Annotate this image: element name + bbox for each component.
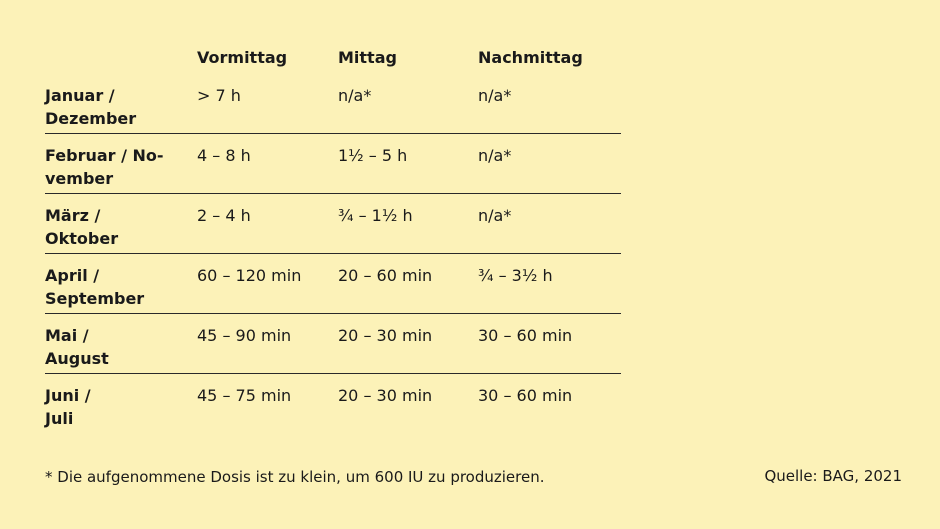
row-label [45, 144, 185, 190]
cell-vormittag: 45 – 75 min [197, 386, 292, 405]
row-label-line2: Juli [45, 409, 74, 428]
table-row [45, 314, 621, 374]
table-row [45, 194, 621, 254]
source-credit: Quelle: BAG, 2021 [764, 467, 902, 485]
row-label-line1: März / [45, 206, 101, 225]
row-label [45, 264, 185, 310]
table-row [45, 134, 621, 194]
row-label [45, 84, 185, 130]
footnote: * Die aufgenommene Dosis ist zu klein, um 600 IU zu produzieren. [45, 468, 545, 486]
table-header [45, 44, 621, 74]
row-label-line1: Januar / [45, 86, 115, 105]
table-row [45, 374, 621, 434]
row-label-line1: Juni / [45, 386, 91, 405]
row-label-line1: Mai / [45, 326, 89, 345]
cell-vormittag: 4 – 8 h [197, 146, 251, 165]
cell-mittag: 1½ – 5 h [338, 146, 408, 165]
row-label-line2: Dezember [45, 109, 137, 128]
row-label-line2: August [45, 349, 109, 368]
row-label [45, 204, 185, 250]
cell-vormittag: 45 – 90 min [197, 326, 292, 345]
sun-exposure-table [45, 44, 621, 434]
cell-nachmittag: 30 – 60 min [478, 326, 573, 345]
row-label [45, 324, 185, 370]
row-label [45, 384, 185, 430]
header-mittag: Mittag [338, 48, 397, 67]
cell-vormittag: 60 – 120 min [197, 266, 302, 285]
table-row [45, 74, 621, 134]
cell-nachmittag: ¾ – 3½ h [478, 266, 553, 285]
cell-mittag: 20 – 30 min [338, 386, 433, 405]
row-label-line1: April / [45, 266, 100, 285]
cell-mittag: ¾ – 1½ h [338, 206, 413, 225]
row-label-line2: September [45, 289, 145, 308]
cell-mittag: 20 – 30 min [338, 326, 433, 345]
row-label-line2: Oktober [45, 229, 119, 248]
cell-nachmittag: n/a* [478, 206, 512, 225]
cell-nachmittag: n/a* [478, 146, 512, 165]
row-label-line2: vember [45, 169, 114, 188]
cell-mittag: 20 – 60 min [338, 266, 433, 285]
cell-mittag: n/a* [338, 86, 372, 105]
header-nachmittag: Nachmittag [478, 48, 583, 67]
cell-vormittag: 2 – 4 h [197, 206, 251, 225]
header-vormittag: Vormittag [197, 48, 288, 67]
cell-nachmittag: n/a* [478, 86, 512, 105]
table-row [45, 254, 621, 314]
cell-vormittag: > 7 h [197, 86, 241, 105]
row-label-line1: Februar / No- [45, 146, 164, 165]
cell-nachmittag: 30 – 60 min [478, 386, 573, 405]
